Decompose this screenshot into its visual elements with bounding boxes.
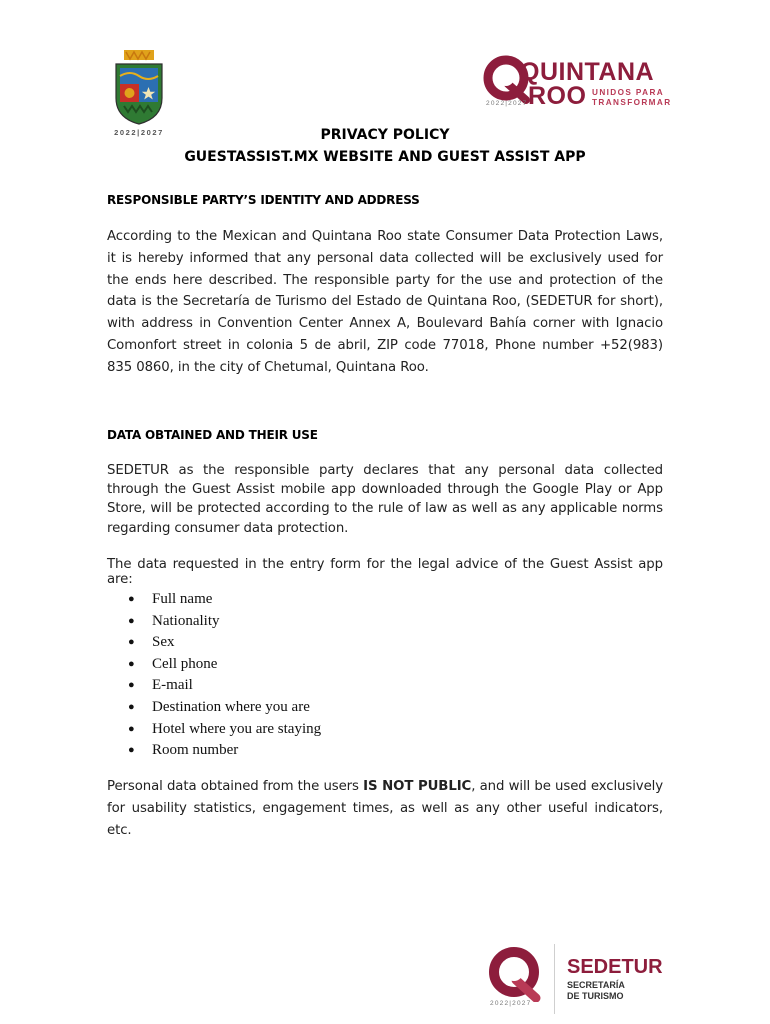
bullet-icon: ● [128, 593, 135, 605]
quintana-roo-logo [482, 54, 672, 114]
list-item: ● Full name [128, 589, 321, 611]
list-item: ● Hotel where you are staying [128, 719, 321, 741]
logo-slogan: UNIDOS PARA TRANSFORMAR [592, 88, 672, 107]
section1-body: According to the Mexican and Quintana Roo state Consumer Data Protection Laws, it is hereby informed that any personal data collected will be exclusively used for the ends here described. The responsible party for the use and protection of the data is the Secretaría de Turismo del Estado de Quintana Roo, (SEDETUR for short), with address in Convention Center Annex A, Boulevard Bahía corner with Ignacio Comonfort street in colonia 5 de abril, ZIP code 77018, Phone number +52(983) 835 0860, in the city of Chetumal, Quintana Roo. [107, 229, 663, 375]
sedetur-logo [486, 944, 666, 1020]
logo-years: 2022|2027 [486, 100, 528, 107]
list-item: ● Destination where you are [128, 697, 321, 719]
bullet-icon: ● [128, 614, 135, 627]
data-items-list [128, 589, 321, 762]
section2-heading: DATA OBTAINED AND THEIR USE [107, 428, 318, 442]
list-item: ● Sex [128, 632, 321, 654]
list-intro: The data requested in the entry form for the legal advice of the Guest Assist app are: [107, 557, 663, 587]
section2-body: SEDETUR as the responsible party declares that any personal data collected through the Guest Assist mobile app downloaded through the Google Play or App Store, will be protected according to the rule of law as well as any applicable norms regarding consumer data protection. [107, 463, 663, 536]
page-subtitle: GUESTASSIST.MX WEBSITE AND GUEST ASSIST APP [184, 149, 586, 165]
not-public-emphasis: IS NOT PUBLIC [363, 779, 472, 794]
list-item: ● Nationality [128, 611, 321, 633]
bullet-icon: ● [128, 657, 135, 670]
section1-heading: RESPONSIBLE PARTY’S IDENTITY AND ADDRESS [107, 193, 420, 207]
q-mark-icon [486, 946, 550, 1002]
logo-divider [554, 944, 555, 1014]
bullet-icon: ● [128, 744, 135, 757]
bullet-icon: ● [128, 679, 135, 692]
sedetur-wordmark: SEDETUR [567, 956, 663, 978]
list-item: ● Cell phone [128, 654, 321, 676]
footer-years: 2022|2027 [490, 1000, 532, 1007]
page-title: PRIVACY POLICY [320, 127, 450, 143]
closing-paragraph: Personal data obtained from the users IS NOT PUBLIC, and will be used exclusively for usability statistics, engagement times, as well as any other useful indicators, etc. [107, 779, 664, 838]
coat-of-arms-icon [110, 50, 168, 126]
bullet-icon: ● [128, 722, 135, 735]
list-item: ● E-mail [128, 675, 321, 697]
secretaria-label: SECRETARÍA DE TURISMO [567, 980, 625, 1001]
logo-brand-bottom: ROO [528, 82, 587, 110]
logo-brand-top: QUINTANA [520, 58, 655, 86]
list-item: ● Room number [128, 740, 321, 762]
bullet-icon: ● [128, 700, 135, 713]
bullet-icon: ● [128, 636, 135, 649]
seal-years: 2022|2027 [114, 128, 164, 137]
